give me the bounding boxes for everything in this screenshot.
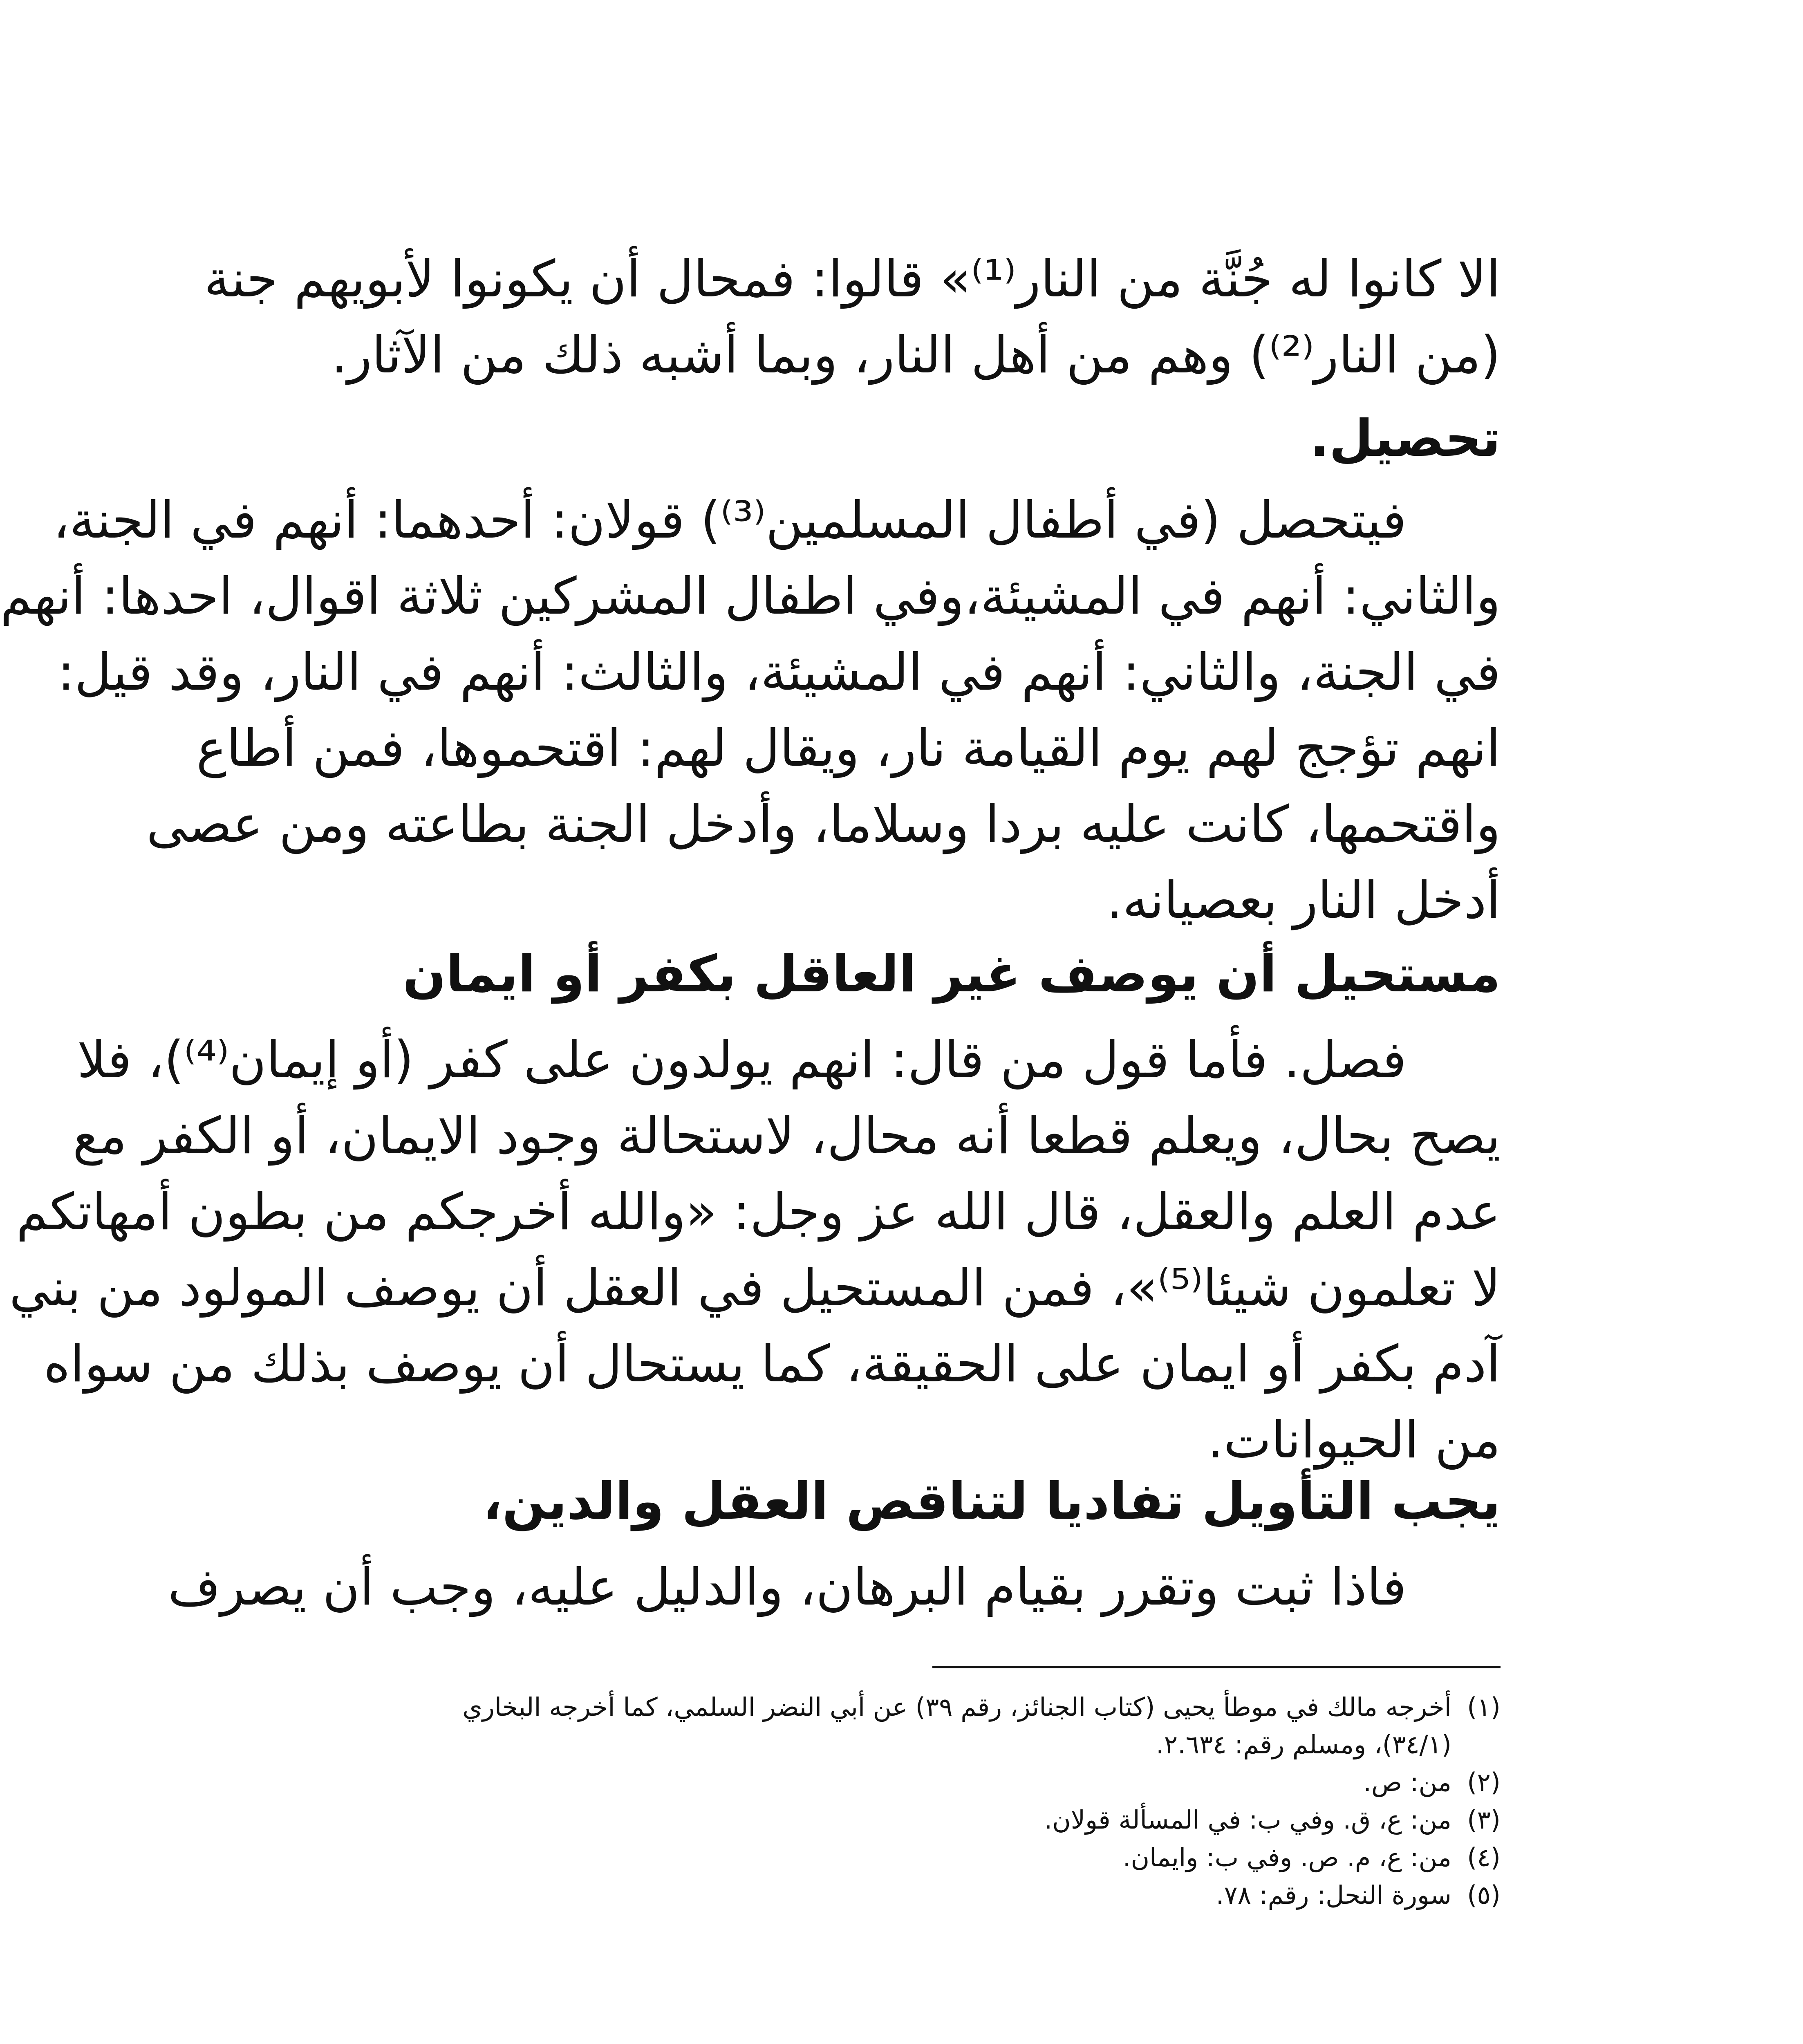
footnote-text-continued: (٣٤/١)، ومسلم رقم: ٢.٦٣٤. [1156, 1730, 1451, 1759]
footnote-4 [503, 1839, 1501, 1876]
footnote-number: (٤) [1467, 1842, 1501, 1872]
footnote-number: (٢) [1467, 1767, 1501, 1797]
footnote-3 [503, 1801, 1501, 1839]
footnote-number: (٥) [1467, 1880, 1501, 1910]
paragraph-3 [9, 1022, 1501, 1478]
heading-text: يجب التأويل تفاديا لتناقص العقل والدين، [483, 1472, 1501, 1531]
section-heading-3 [483, 1464, 1501, 1540]
section-heading-2 [403, 936, 1501, 1012]
text-line: فيتحصل (في أطفال المسلمين⁽³⁾) قولان: أحدهما: أنهم في الجنة، [53, 491, 1407, 550]
text-line: واقتحمها، كانت عليه بردا وسلاما، وأدخل الجنة بطاعته ومن عصى [146, 795, 1501, 854]
paragraph-1 [204, 241, 1501, 393]
text-line: آدم بكفر أو ايمان على الحقيقة، كما يستحال أن يوصف بذلك من سواه [43, 1335, 1501, 1394]
footnote-5 [503, 1876, 1501, 1914]
text-line: فاذا ثبت وتقرر بقيام البرهان، والدليل عليه، وجب أن يصرف [168, 1558, 1407, 1617]
paragraph-2 [0, 482, 1501, 939]
text-line: الا كانوا له جُنَّة من النار⁽¹⁾» قالوا: فمحال أن يكونوا لأبويهم جنة [204, 250, 1501, 309]
text-line: يصح بحال، ويعلم قطعا أنه محال، لاستحالة وجود الايمان، أو الكفر مع [72, 1107, 1501, 1165]
section-heading-1 [520, 401, 1501, 477]
footnote-separator [932, 1666, 1501, 1668]
footnotes [462, 1688, 1501, 1914]
heading-text: تحصيل. [1310, 409, 1501, 468]
heading-text: مستحيل أن يوصف غير العاقل بكفر أو ايمان [403, 945, 1501, 1004]
text-line: (من النار⁽²⁾) وهم من أهل النار، وبما أشبه ذلك من الآثار. [331, 326, 1501, 385]
text-line: والثاني: أنهم في المشيئة،وفي اطفال المشركين ثلاثة اقوال، احدها: أنهم [0, 567, 1501, 626]
text-line: في الجنة، والثاني: أنهم في المشيئة، والثالث: أنهم في النار، وقد قيل: [57, 643, 1501, 702]
footnote-number: (١) [1467, 1692, 1501, 1722]
text-line: فصل. فأما قول من قال: انهم يولدون على كفر (أو إيمان⁽⁴⁾)، فلا [77, 1031, 1407, 1089]
footnote-1 [462, 1688, 1501, 1726]
footnote-2 [503, 1764, 1501, 1801]
text-line: انهم تؤجج لهم يوم القيامة نار، ويقال لهم: اقتحموها، فمن أطاع [196, 719, 1501, 778]
text-line: أدخل النار بعصيانه. [1106, 871, 1501, 930]
footnote-text: من: ص. [1363, 1767, 1451, 1797]
text-line: عدم العلم والعقل، قال الله عز وجل: «والله أخرجكم من بطون أمهاتكم [16, 1183, 1501, 1242]
footnote-text: سورة النحل: رقم: ٧٨. [1216, 1880, 1451, 1910]
footnote-text: أخرجه مالك في موطأ يحيى (كتاب الجنائز، رقم ٣٩) عن أبي النضر السلمي، كما أخرجه البخاري [462, 1692, 1451, 1722]
footnote-number: (٣) [1467, 1805, 1501, 1835]
paragraph-4 [168, 1549, 1501, 1625]
text-line: من الحيوانات. [1207, 1411, 1501, 1470]
footnote-text: من: ع، م. ص. وفي ب: وايمان. [1122, 1842, 1451, 1872]
text-line: لا تعلمون شيئا⁽⁵⁾»، فمن المستحيل في العقل أن يوصف المولود من بني [9, 1259, 1501, 1318]
footnote-text: من: ع، ق. وفي ب: في المسألة قولان. [1044, 1805, 1451, 1835]
